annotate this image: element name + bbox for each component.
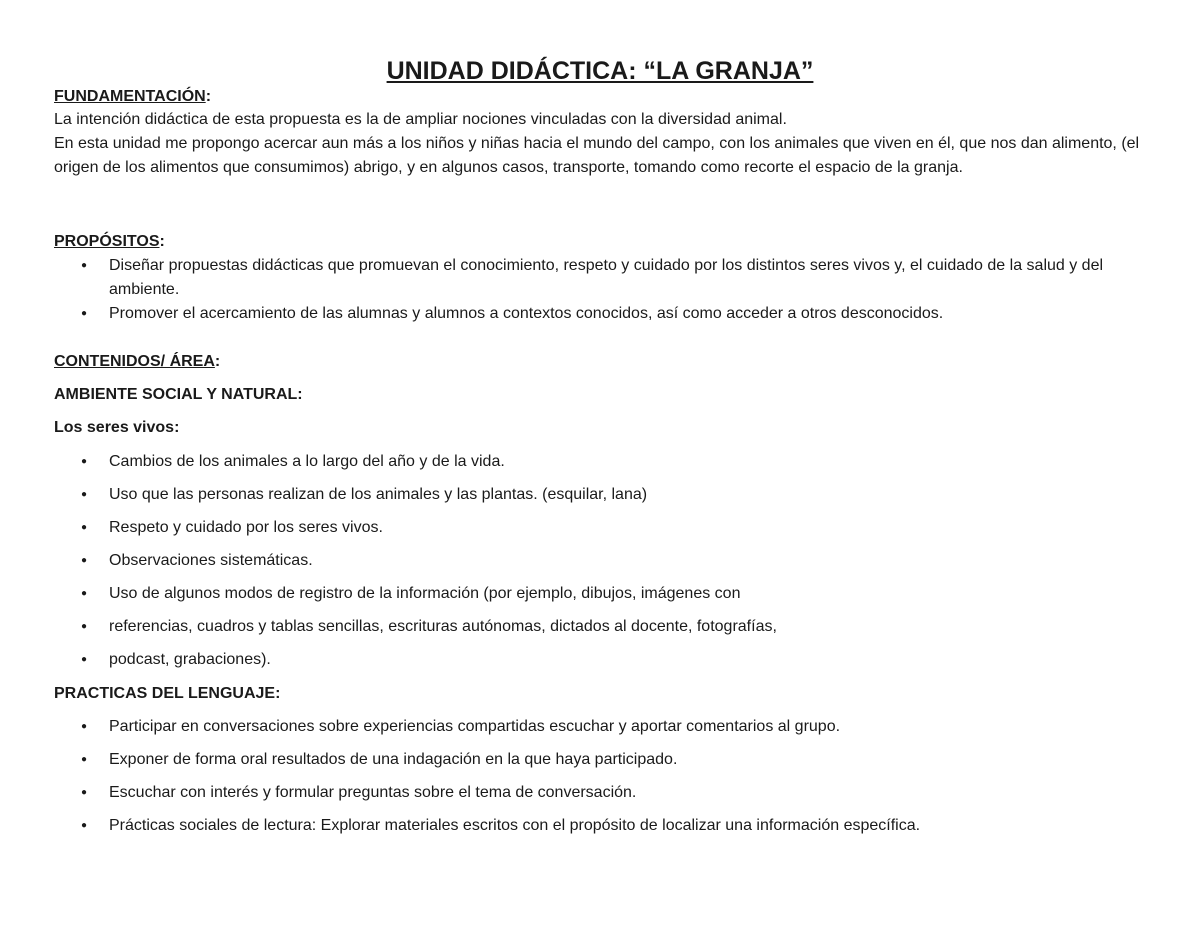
contenidos-heading-text: CONTENIDOS/ ÁREA — [54, 353, 215, 370]
fundamentacion-colon: : — [205, 88, 212, 105]
area-ambiente-social-natural: AMBIENTE SOCIAL Y NATURAL: — [54, 386, 303, 403]
list-item: ● referencias, cuadros y tablas sencillas, escrituras autónomas, dictados al docente, fotografías, — [54, 610, 1144, 643]
seres-vivos-list — [54, 445, 1144, 676]
propositos-heading — [54, 230, 1144, 254]
list-item: ● Promover el acercamiento de las alumnas y alumnos a contextos conocidos, así como acceder a otros desconocidos. — [54, 302, 1144, 326]
list-item: ● Uso de algunos modos de registro de la información (por ejemplo, dibujos, imágenes con — [54, 577, 1144, 610]
list-item: ● Cambios de los animales a lo largo del año y de la vida. — [54, 445, 1144, 478]
fundamentacion-paragraph-1: La intención didáctica de esta propuesta es la de ampliar nociones vinculadas con la diversidad animal. — [54, 111, 787, 128]
propositos-list — [54, 254, 1144, 326]
list-item: ● podcast, grabaciones). — [54, 643, 1144, 676]
propositos-heading-text: PROPÓSITOS — [54, 233, 160, 250]
subheading-seres-vivos: Los seres vivos: — [54, 419, 180, 436]
contenidos-heading — [54, 350, 1144, 374]
propositos-colon: : — [159, 233, 165, 250]
page-title-text: UNIDAD DIDÁCTICA: “LA GRANJA” — [386, 57, 814, 85]
fundamentacion-heading-text: FUNDAMENTACIÓN — [54, 88, 206, 105]
list-item: ● Respeto y cuidado por los seres vivos. — [54, 511, 1144, 544]
list-item: ● Uso que las personas realizan de los animales y las plantas. (esquilar, lana) — [54, 478, 1144, 511]
list-item: ● Prácticas sociales de lectura: Explorar materiales escritos con el propósito de localizar una información específica. — [54, 809, 1144, 842]
list-item: ● Participar en conversaciones sobre experiencias compartidas escuchar y aportar comentarios al grupo. — [54, 710, 1144, 743]
list-item: ● Diseñar propuestas didácticas que promuevan el conocimiento, respeto y cuidado por los distintos seres vivos y, el cuidado de la salud y del ambiente. — [54, 254, 1144, 302]
fundamentacion-paragraph-2: En esta unidad me propongo acercar aun más a los niños y niñas hacia el mundo del campo, con los animales que viven en él, que nos dan alimento, (el origen de los alimentos que consumimos) abrigo, y en algunos casos, transporte, tomando como recorte el espacio de la granja. — [54, 135, 1140, 176]
fundamentacion-heading — [54, 85, 1144, 109]
practicas-lenguaje-list — [54, 710, 1144, 842]
page-title — [54, 55, 1146, 87]
area-practicas-lenguaje: PRACTICAS DEL LENGUAJE: — [54, 685, 281, 702]
contenidos-colon: : — [214, 353, 221, 370]
list-item: ● Escuchar con interés y formular preguntas sobre el tema de conversación. — [54, 776, 1144, 809]
list-item: ● Observaciones sistemáticas. — [54, 544, 1144, 577]
list-item: ● Exponer de forma oral resultados de una indagación en la que haya participado. — [54, 743, 1144, 776]
